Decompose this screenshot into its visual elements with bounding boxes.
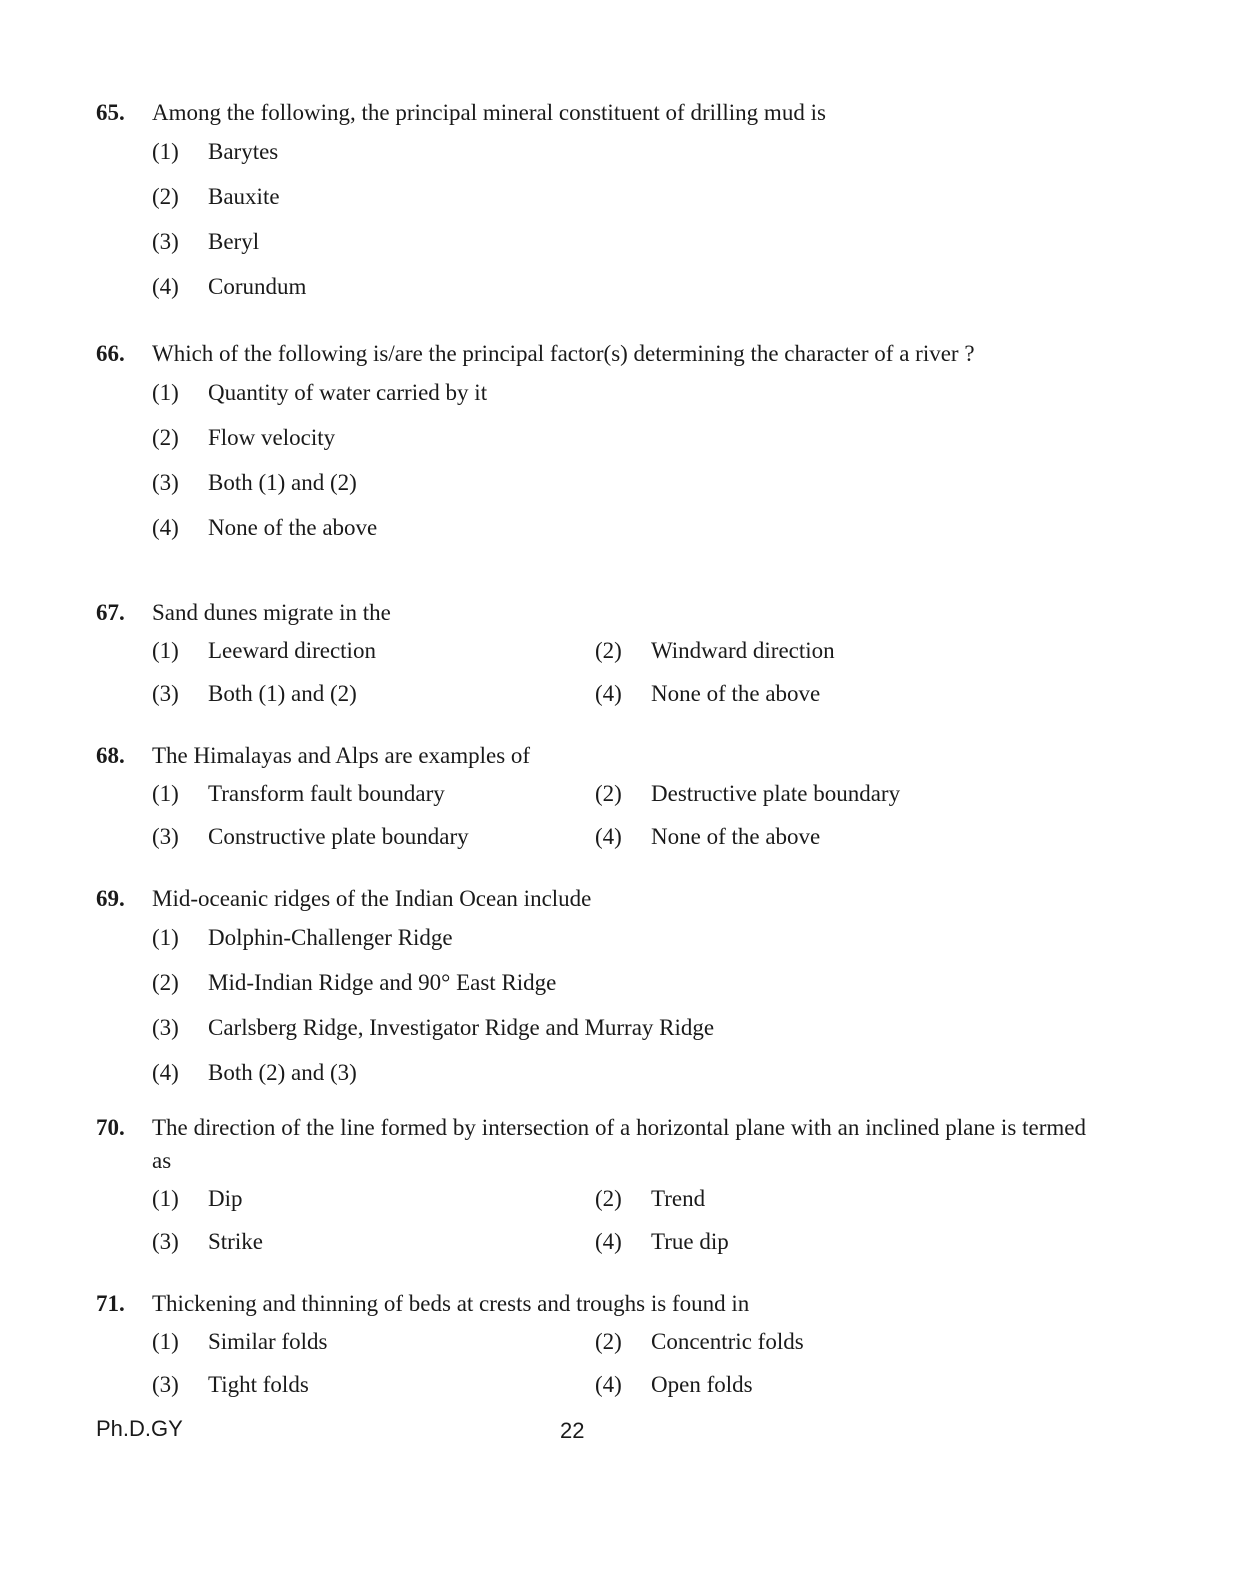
- option-text: Strike: [208, 1228, 263, 1254]
- option-number: (1): [152, 1185, 179, 1211]
- option-3: [152, 219, 1086, 264]
- option-3: [152, 672, 595, 715]
- option-number: (4): [152, 1059, 179, 1085]
- option-text: Both (2) and (3): [208, 1059, 357, 1085]
- option-1: [152, 370, 1086, 415]
- option-number: (4): [595, 823, 622, 849]
- option-4: [152, 264, 1086, 309]
- option-text: Destructive plate boundary: [651, 780, 901, 806]
- option-text: None of the above: [208, 514, 378, 540]
- option-2: [152, 960, 1086, 1005]
- question-66: [96, 337, 1086, 550]
- option-text: Dip: [208, 1185, 243, 1211]
- question-number: 70.: [96, 1115, 125, 1140]
- option-number: (3): [152, 1228, 179, 1254]
- option-number: (1): [152, 780, 179, 806]
- option-4: [595, 815, 1038, 858]
- option-4: [595, 1363, 1038, 1406]
- option-number: (1): [152, 1328, 179, 1354]
- option-1: [152, 129, 1086, 174]
- option-text: Mid-Indian Ridge and 90° East Ridge: [208, 969, 557, 995]
- option-text: Carlsberg Ridge, Investigator Ridge and Murray Ridge: [208, 1014, 715, 1040]
- option-2: [595, 1177, 1038, 1220]
- option-number: (2): [152, 424, 179, 450]
- option-text: True dip: [651, 1228, 729, 1254]
- option-number: (1): [152, 138, 179, 164]
- option-number: (4): [595, 1371, 622, 1397]
- question-text: The direction of the line formed by intersection of a horizontal plane with an inclined plane is termed as: [152, 1115, 1086, 1173]
- option-number: (3): [152, 1014, 179, 1040]
- option-text: Corundum: [208, 273, 307, 299]
- option-number: (3): [152, 680, 179, 706]
- option-1: [152, 1177, 595, 1220]
- question-number: 65.: [96, 100, 125, 125]
- question-number: 69.: [96, 886, 125, 911]
- option-4: [595, 1220, 1038, 1263]
- option-number: (4): [152, 514, 179, 540]
- option-text: Beryl: [208, 228, 260, 254]
- option-number: (2): [152, 183, 179, 209]
- option-2: [595, 772, 1038, 815]
- question-number: 67.: [96, 600, 125, 625]
- option-number: (2): [152, 969, 179, 995]
- option-text: Both (1) and (2): [208, 469, 357, 495]
- option-text: None of the above: [651, 823, 821, 849]
- option-1: [152, 772, 595, 815]
- option-text: Quantity of water carried by it: [208, 379, 488, 405]
- option-number: (4): [595, 680, 622, 706]
- option-number: (3): [152, 823, 179, 849]
- option-number: (3): [152, 469, 179, 495]
- option-1: [152, 629, 595, 672]
- option-text: Leeward direction: [208, 637, 376, 663]
- option-text: Transform fault boundary: [208, 780, 445, 806]
- paper-code: Ph.D.GY: [96, 1416, 183, 1441]
- question-text: The Himalayas and Alps are examples of: [152, 743, 531, 768]
- question-71: [96, 1287, 1086, 1406]
- option-3: [152, 1005, 1086, 1050]
- option-number: (3): [152, 1371, 179, 1397]
- option-2: [595, 629, 1038, 672]
- option-number: (4): [595, 1228, 622, 1254]
- option-text: Bauxite: [208, 183, 280, 209]
- question-number: 68.: [96, 743, 125, 768]
- option-text: Windward direction: [651, 637, 835, 663]
- option-text: Tight folds: [208, 1371, 309, 1397]
- question-text: Sand dunes migrate in the: [152, 600, 391, 625]
- option-text: Constructive plate boundary: [208, 823, 469, 849]
- option-text: Both (1) and (2): [208, 680, 357, 706]
- option-text: Barytes: [208, 138, 279, 164]
- question-text: Among the following, the principal mineral constituent of drilling mud is: [152, 100, 826, 125]
- option-3: [152, 1220, 595, 1263]
- question-70: [96, 1111, 1086, 1263]
- option-text: Dolphin-Challenger Ridge: [208, 924, 453, 950]
- option-2: [152, 174, 1086, 219]
- question-67: [96, 596, 1086, 715]
- option-number: (1): [152, 379, 179, 405]
- option-text: Trend: [651, 1185, 706, 1211]
- question-text: Mid-oceanic ridges of the Indian Ocean include: [152, 886, 592, 911]
- option-4: [595, 672, 1038, 715]
- option-3: [152, 815, 595, 858]
- option-text: Concentric folds: [651, 1328, 804, 1354]
- option-number: (2): [595, 1185, 622, 1211]
- option-2: [595, 1320, 1038, 1363]
- question-number: 66.: [96, 341, 125, 366]
- option-3: [152, 460, 1086, 505]
- option-1: [152, 915, 1086, 960]
- option-number: (1): [152, 924, 179, 950]
- option-number: (2): [595, 780, 622, 806]
- option-number: (1): [152, 637, 179, 663]
- option-1: [152, 1320, 595, 1363]
- question-text: Thickening and thinning of beds at crests and troughs is found in: [152, 1291, 750, 1316]
- option-text: Similar folds: [208, 1328, 328, 1354]
- option-3: [152, 1363, 595, 1406]
- option-number: (4): [152, 273, 179, 299]
- option-text: Flow velocity: [208, 424, 336, 450]
- option-text: Open folds: [651, 1371, 753, 1397]
- option-text: None of the above: [651, 680, 821, 706]
- option-2: [152, 415, 1086, 460]
- option-number: (2): [595, 1328, 622, 1354]
- page-number: 22: [560, 1418, 585, 1443]
- question-number: 71.: [96, 1291, 125, 1316]
- question-69: [96, 882, 1086, 1095]
- option-number: (3): [152, 228, 179, 254]
- option-number: (2): [595, 637, 622, 663]
- question-65: [96, 96, 1086, 309]
- question-68: [96, 739, 1086, 858]
- option-4: [152, 505, 1086, 550]
- question-text: Which of the following is/are the principal factor(s) determining the character of a river ?: [152, 341, 975, 366]
- option-4: [152, 1050, 1086, 1095]
